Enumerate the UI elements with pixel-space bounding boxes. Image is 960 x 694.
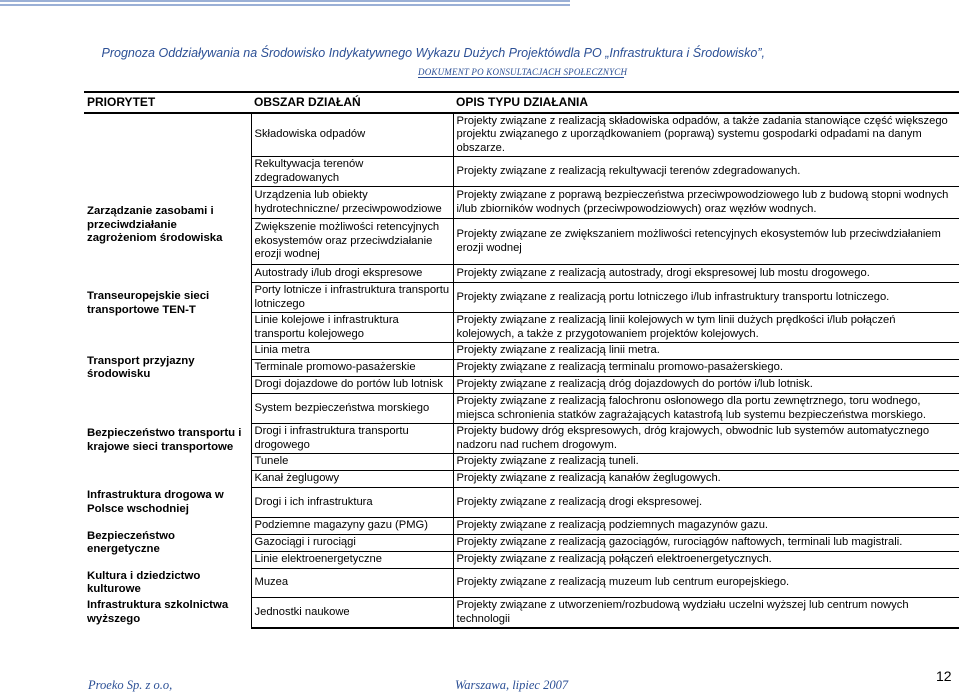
table-row bbox=[84, 569, 959, 598]
description-cell: Projekty związane z utworzeniem/rozbudową wydziału uczelni wyższej lub centrum nowych technologii bbox=[453, 598, 959, 629]
priority-cell-education: Infrastruktura szkolnictwa wyższego bbox=[87, 599, 229, 625]
area-cell: Gazociągi i rurociągi bbox=[251, 535, 453, 552]
area-cell: Urządzenia lub obiekty hydrotechniczne/ przeciwpowodziowe bbox=[251, 187, 453, 219]
description-cell: Projekty związane z realizacją tuneli. bbox=[453, 454, 959, 471]
document-title: Prognoza Oddziaływania na Środowisko Indykatywnego Wykazu Dużych Projektówdla PO „Infrastruktura i Środowisko”, bbox=[101, 46, 765, 60]
header-area: OBSZAR DZIAŁAŃ bbox=[251, 92, 453, 113]
description-cell: Projekty związane z realizacją kanałów żeglugowych. bbox=[453, 471, 959, 488]
area-cell: Linie kolejowe i infrastruktura transportu kolejowego bbox=[251, 313, 453, 343]
header-rule-top bbox=[0, 0, 570, 2]
header-rule-second bbox=[0, 4, 570, 6]
area-cell: Tunele bbox=[251, 454, 453, 471]
description-cell: Projekty związane z realizacją podziemnych magazynów gazu. bbox=[453, 518, 959, 535]
area-cell: Drogi i infrastruktura transportu drogowego bbox=[251, 424, 453, 454]
area-cell: Linie elektroenergetyczne bbox=[251, 552, 453, 569]
description-cell: Projekty związane z realizacją autostrady, drogi ekspresowej lub mostu drogowego. bbox=[453, 265, 959, 283]
table-row bbox=[84, 187, 959, 219]
header-description: OPIS TYPU DZIAŁANIA bbox=[453, 92, 959, 113]
priority-cell bbox=[84, 113, 251, 187]
description-cell: Projekty związane z realizacją składowiska odpadów, a także zadania stanowiące część większego projektu związanego z uporządkowaniem (poprawą) systemu gospodarki odpadami na danym obszarze. bbox=[453, 113, 959, 157]
priority-cell-energy: Bezpieczeństwo energetyczne bbox=[87, 529, 175, 555]
description-cell: Projekty związane z realizacją połączeń elektroenergetycznych. bbox=[453, 552, 959, 569]
priority-cell-ten-t: Transeuropejskie sieci transportowe TEN-T bbox=[87, 290, 210, 316]
table-row bbox=[84, 488, 959, 518]
area-cell: Podziemne magazyny gazu (PMG) bbox=[251, 518, 453, 535]
area-cell: Terminale promowo-pasażerskie bbox=[251, 360, 453, 377]
document-subtitle: DOKUMENT PO KONSULTACJACH SPOŁECZNYCH bbox=[418, 67, 628, 77]
priority-cell-transport: Transport przyjazny środowisku bbox=[87, 354, 195, 380]
area-cell: Rekultywacja terenów zdegradowanych bbox=[251, 157, 453, 187]
description-cell: Projekty związane z realizacją drogi ekspresowej. bbox=[453, 488, 959, 518]
priority-cell-culture: Kultura i dziedzictwo kulturowe bbox=[87, 569, 201, 595]
description-cell: Projekty związane z realizacją portu lotniczego i/lub infrastruktury transportu lotniczego. bbox=[453, 283, 959, 313]
description-cell: Projekty związane z realizacją falochronu osłonowego dla portu zewnętrznego, toru wodnego, miejsca schronienia statków zagrażających katastrofą lub systemu bezpieczeństwa morskiego. bbox=[453, 394, 959, 424]
footer-place-date: Warszawa, lipiec 2007 bbox=[455, 678, 569, 692]
area-cell: Porty lotnicze i infrastruktura transportu lotniczego bbox=[251, 283, 453, 313]
subtitle-underline bbox=[418, 77, 624, 78]
area-cell: Drogi i ich infrastruktura bbox=[251, 488, 453, 518]
table-row bbox=[84, 394, 959, 424]
priority-cell-safety: Bezpieczeństwo transportu i krajowe sieci transportowe bbox=[87, 427, 242, 453]
area-cell: Zwiększenie możliwości retencyjnych ekosystemów oraz przeciwdziałanie erozji wodnej bbox=[251, 219, 453, 265]
description-cell: Projekty związane z realizacją linii metra. bbox=[453, 343, 959, 360]
page-number: 12 bbox=[936, 668, 952, 684]
description-cell: Projekty związane ze zwiększaniem możliwości retencyjnych ekosystemów lub przeciwdziałaniem erozji wodnej bbox=[453, 219, 959, 265]
table-header-row bbox=[84, 92, 959, 113]
description-cell: Projekty związane z realizacją terminalu promowo-pasażerskiego. bbox=[453, 360, 959, 377]
table-row bbox=[84, 598, 959, 629]
priority-cell-east: Infrastruktura drogowa w Polsce wschodniej bbox=[87, 489, 224, 515]
area-cell: Autostrady i/lub drogi ekspresowe bbox=[251, 265, 453, 283]
footer-company: Proeko Sp. z o.o, bbox=[88, 678, 173, 692]
area-cell: Jednostki naukowe bbox=[251, 598, 453, 629]
table-row bbox=[84, 343, 959, 360]
description-cell: Projekty budowy dróg ekspresowych, dróg krajowych, obwodnic lub systemów automatycznego nadzoru nad ruchem drogowym. bbox=[453, 424, 959, 454]
area-cell: Składowiska odpadów bbox=[251, 113, 453, 157]
project-types-table bbox=[84, 91, 959, 629]
table-row bbox=[84, 265, 959, 283]
table-row bbox=[84, 518, 959, 535]
description-cell: Projekty związane z realizacją rekultywacji terenów zdegradowanych. bbox=[453, 157, 959, 187]
description-cell: Projekty związane z realizacją gazociągów, rurociągów naftowych, terminali lub magistrali. bbox=[453, 535, 959, 552]
priority-cell-resources: Zarządzanie zasobami i przeciwdziałanie zagrożeniom środowiska bbox=[87, 205, 223, 245]
area-cell: Drogi dojazdowe do portów lub lotnisk bbox=[251, 377, 453, 394]
header-priority: PRIORYTET bbox=[84, 92, 251, 113]
description-cell: Projekty związane z realizacją muzeum lub centrum europejskiego. bbox=[453, 569, 959, 598]
area-cell: Kanał żeglugowy bbox=[251, 471, 453, 488]
description-cell: Projekty związane z realizacją linii kolejowych w tym linii dużych prędkości i/lub połączeń kolejowych, a także z przygotowaniem projektów kolejowych. bbox=[453, 313, 959, 343]
area-cell: Linia metra bbox=[251, 343, 453, 360]
area-cell: System bezpieczeństwa morskiego bbox=[251, 394, 453, 424]
area-cell: Muzea bbox=[251, 569, 453, 598]
description-cell: Projekty związane z realizacją dróg dojazdowych do portów i/lub lotnisk. bbox=[453, 377, 959, 394]
table-row bbox=[84, 113, 959, 157]
description-cell: Projekty związane z poprawą bezpieczeństwa przeciwpowodziowego lub z budową stopni wodnych i/lub zbiorników wodnych (przeciwpowodziowych) oraz węzłów wodnych. bbox=[453, 187, 959, 219]
